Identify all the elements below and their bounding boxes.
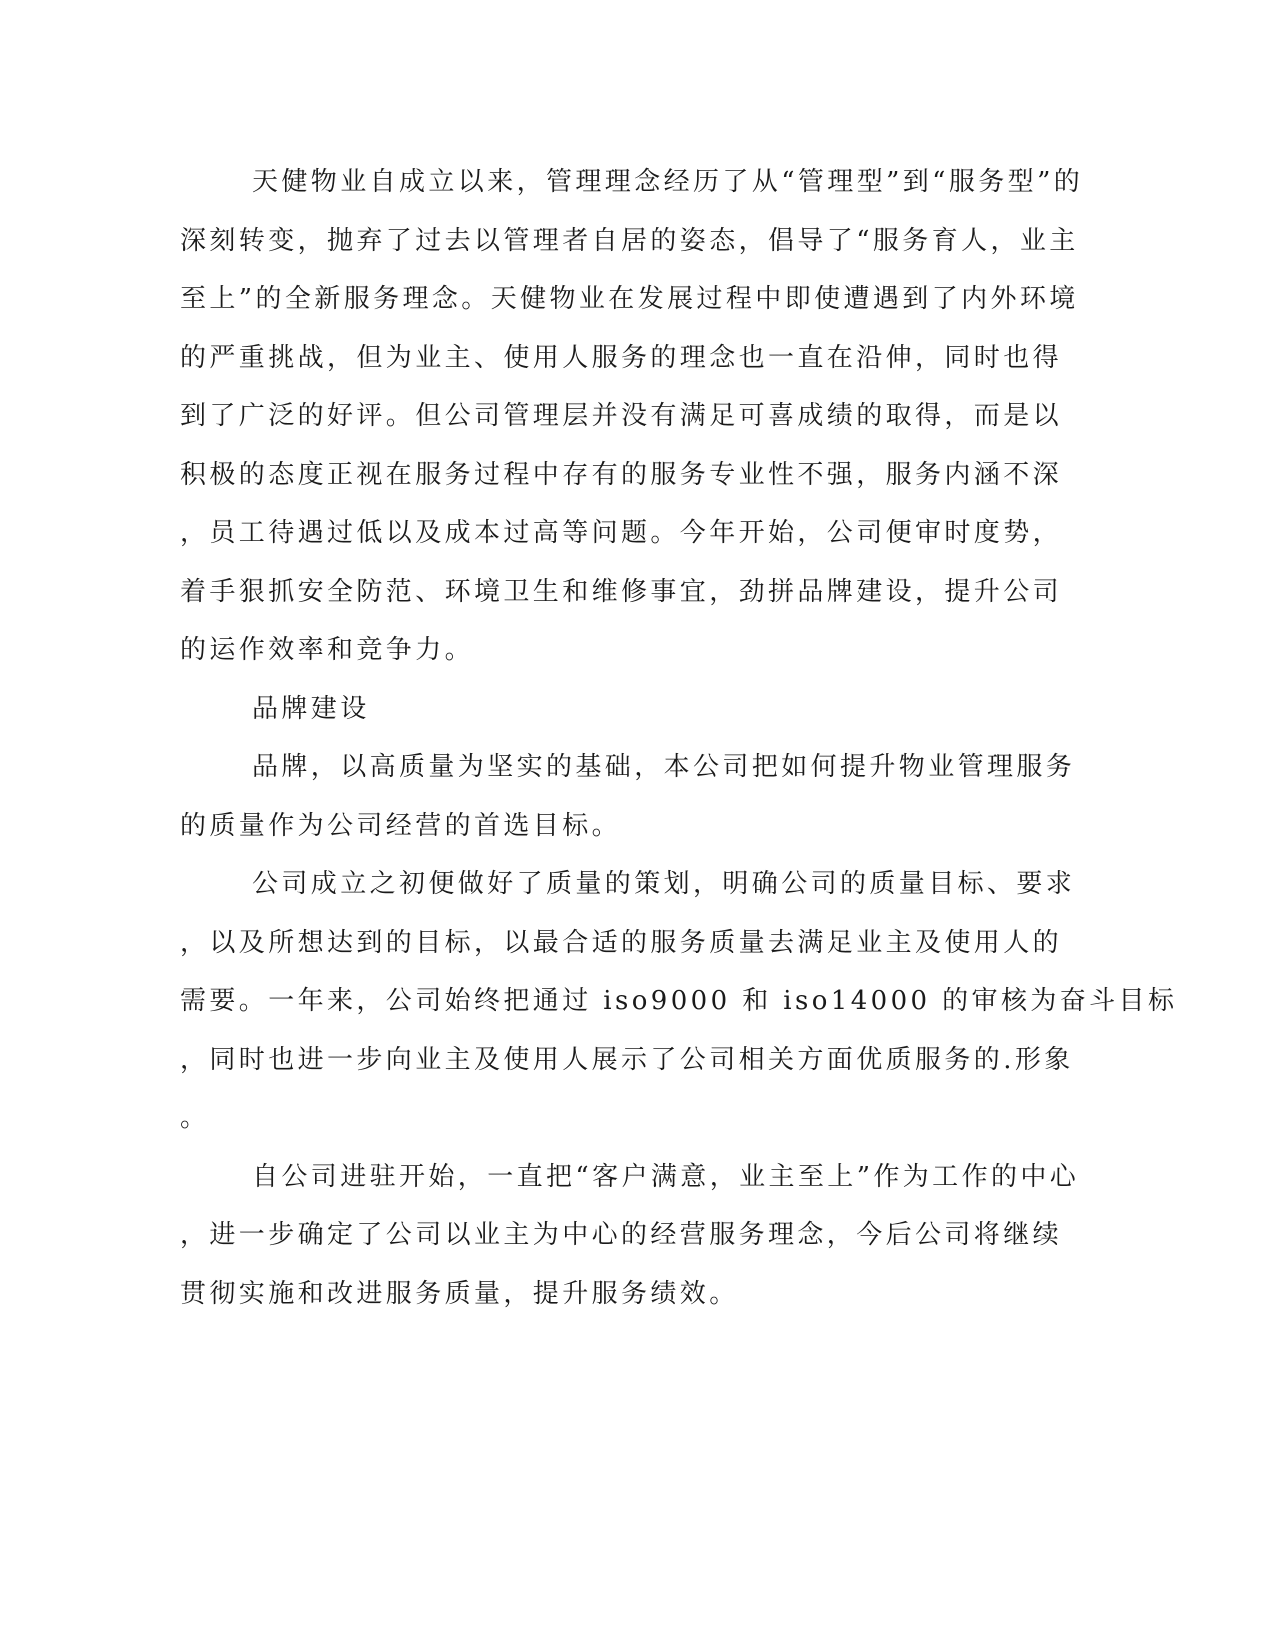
paragraph-2-line-1: 品牌，以高质量为坚实的基础，本公司把如何提升物业管理服务 xyxy=(252,752,1076,782)
paragraph-4-line-3: 贯彻实施和改进服务质量，提升服务绩效。 xyxy=(180,1279,739,1309)
paragraph-3-line-1: 公司成立之初便做好了质量的策划，明确公司的质量目标、要求 xyxy=(252,869,1076,899)
paragraph-1-line-5: 到了广泛的好评。但公司管理层并没有满足可喜成绩的取得，而是以 xyxy=(180,401,1063,431)
paragraph-3-line-2: ，以及所想达到的目标，以最合适的服务质量去满足业主及使用人的 xyxy=(180,928,1063,958)
paragraph-1-line-9: 的运作效率和竞争力。 xyxy=(180,635,475,665)
paragraph-1-line-6: 积极的态度正视在服务过程中存有的服务专业性不强，服务内涵不深 xyxy=(180,460,1063,490)
paragraph-2-line-2: 的质量作为公司经营的首选目标。 xyxy=(180,811,622,841)
paragraph-1-line-2: 深刻转变，抛弃了过去以管理者自居的姿态，倡导了“服务育人，业主 xyxy=(180,226,1079,256)
paragraph-3-line-5: 。 xyxy=(180,1103,210,1133)
paragraph-3-line-4: ，同时也进一步向业主及使用人展示了公司相关方面优质服务的.形象 xyxy=(180,1045,1074,1075)
paragraph-1-line-7: ，员工待遇过低以及成本过高等问题。今年开始，公司便审时度势， xyxy=(180,518,1063,548)
section-heading: 品牌建设 xyxy=(252,694,370,724)
paragraph-1-line-1: 天健物业自成立以来，管理理念经历了从“管理型”到“服务型”的 xyxy=(252,167,1084,197)
paragraph-1-line-3: 至上”的全新服务理念。天健物业在发展过程中即使遭遇到了内外环境 xyxy=(180,284,1079,314)
paragraph-1-line-4: 的严重挑战，但为业主、使用人服务的理念也一直在沿伸，同时也得 xyxy=(180,343,1063,373)
paragraph-1-line-8: 着手狠抓安全防范、环境卫生和维修事宜，劲拼品牌建设，提升公司 xyxy=(180,577,1063,607)
paragraph-4-line-1: 自公司进驻开始，一直把“客户满意，业主至上”作为工作的中心 xyxy=(252,1162,1080,1192)
paragraph-3-line-3: 需要。一年来，公司始终把通过 iso9000 和 iso14000 的审核为奋斗目标 xyxy=(180,986,1178,1016)
paragraph-4-line-2: ，进一步确定了公司以业主为中心的经营服务理念，今后公司将继续 xyxy=(180,1220,1063,1250)
